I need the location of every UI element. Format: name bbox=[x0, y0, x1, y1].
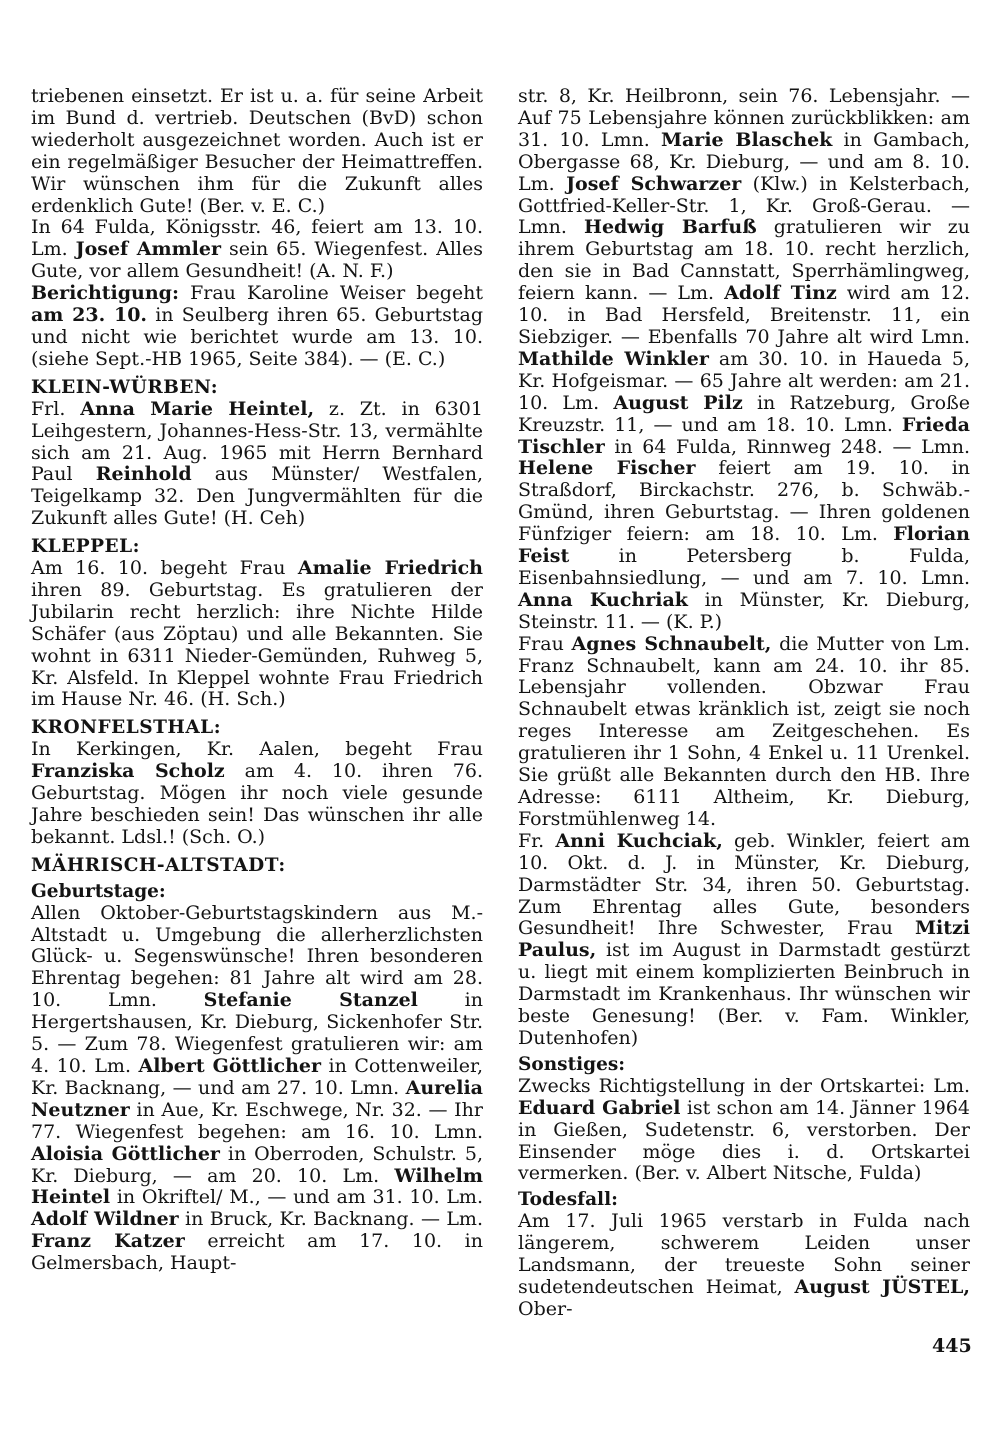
bold-name: Aloisia Göttlicher bbox=[31, 1142, 220, 1165]
section-subheading: Sonstiges: bbox=[518, 1053, 626, 1075]
text-run: ihren 89. Geburtstag. Es gratulieren der Jubilarin recht herzlich: ihre Nichte Hilde Schäfer (aus Zöptau) und alle Bekannten. Sie wohnt in 6311 Nieder-Gemünden, Ruhweg 5, Kr. Alsfeld. In Kleppel wohnte Frau Friedrich im Hause Nr. 46. (H. Sch.) bbox=[31, 578, 483, 711]
text-run: in Bruck, Kr. Backnang. — Lm. bbox=[178, 1208, 483, 1231]
text-run: die Mutter von Lm. Franz Schnaubelt, kann am 24. 10. ihr 85. Lebensjahr vollenden. Obzwar Frau Schnaubelt etwas kränklich ist, zeigt sie noch reges Interesse am Zeitgeschehen. Es gratulieren ihr 1 Sohn, 4 Enkel u. 11 Urenkel. Sie grüßt alle Bekannten durch den HB. Ihre Adresse: 6111 Altheim, Kr. Dieburg, Forstmühlenweg 14. bbox=[518, 632, 970, 830]
text-run: am 4. 10. ihren 76. Geburtstag. Mögen ihr noch viele gesunde Jahre beschieden sein! Das wünschen ihr alle bekannt. Ldsl.! (Sch. O.) bbox=[31, 760, 483, 848]
paragraph bbox=[518, 831, 970, 1050]
text-run: ist schon am 14. Jänner 1964 in Gießen, Sudetenstr. 6, verstorben. Der Einsender möge dies i. d. Ortskartei vermerken. (Ber. v. Albert Nitsche, Fulda) bbox=[518, 1096, 970, 1185]
bold-name: Berichtigung: bbox=[31, 282, 179, 305]
paragraph bbox=[31, 283, 483, 371]
bold-name: Hedwig Barfuß bbox=[584, 216, 757, 239]
paragraph bbox=[31, 903, 483, 1275]
text-run: Allen Oktober-Geburtstagskindern aus M.-Altstadt u. Umgebung die allerherzlichsten Glück- u. Segenswünsche! Ihren besonderen Ehrentag begehen: 81 Jahre alt wird am 28. 10. Lmn. bbox=[31, 901, 483, 1012]
paragraph bbox=[31, 558, 483, 711]
bold-name: Eduard Gabriel bbox=[518, 1096, 681, 1119]
text-run: in Hergertshausen, Kr. Dieburg, Sickenhofer Str. 5. — Zum 78. Wiegenfest gratulieren wir: am 4. 10. Lm. bbox=[31, 989, 483, 1077]
bold-name: Anni Kuchciak, bbox=[555, 829, 723, 852]
text-run: In 64 Fulda, Königsstr. 46, feiert am 13. 10. Lm. bbox=[31, 216, 483, 261]
text-run: in Okriftel/ M., — und am 31. 10. Lm. bbox=[110, 1186, 483, 1209]
bold-name: August JÜSTEL, bbox=[794, 1275, 970, 1298]
section-heading: KLEIN-WÜRBEN: bbox=[31, 376, 219, 398]
text-run: Frl. bbox=[31, 397, 81, 420]
text-run: Ober- bbox=[518, 1297, 573, 1320]
text-run: wird am 12. 10. in Bad Hersfeld, Breitenstr. 11, ein Siebziger. — Ebenfalls 70 Jahre alt wird Lmn. bbox=[518, 282, 971, 348]
text-run: in Oberroden, Schulstr. 5, Kr. Dieburg, — am 20. 10. Lm. bbox=[31, 1142, 484, 1187]
text-run: feiert am 19. 10. in Straßdorf, Birckachstr. 276, b. Schwäb.-Gmünd, ihren Geburtstag. — Ihren goldenen Fünfziger feiern: am 18. 10. Lm. bbox=[518, 457, 971, 546]
bold-name: Marie Blaschek bbox=[660, 128, 833, 151]
bold-name: Stefanie Stanzel bbox=[203, 989, 418, 1012]
bold-name: Anna Kuchriak bbox=[518, 588, 688, 611]
paragraph bbox=[31, 399, 483, 530]
text-run: in Münster, Kr. Dieburg, Steinstr. 11. — (K. P.) bbox=[518, 588, 970, 633]
section-subheading: Todesfall: bbox=[518, 1189, 618, 1211]
text-run: str. 8, Kr. Heilbronn, sein 76. Lebensjahr. — Auf 75 Lebensjahre können zurückblikken: am 31. 10. Lmn. bbox=[518, 85, 970, 151]
text-run: z. Zt. in 6301 Leihgestern, Johannes-Hess-Str. 13, vermählte sich am 21. Aug. 1965 mit Herrn Bernhard Paul bbox=[31, 397, 483, 486]
text-run: In Kerkingen, Kr. Aalen, begeht Frau bbox=[31, 738, 483, 761]
left-column bbox=[31, 86, 483, 1275]
bold-name: Franz Katzer bbox=[31, 1230, 185, 1253]
text-run: in Ratzeburg, Große Kreuzstr. 11, — und am 18. 10. Lmn. bbox=[518, 391, 970, 436]
bold-name: Anna Marie Heintel, bbox=[80, 397, 315, 420]
section-subheading: Geburtstage: bbox=[31, 880, 166, 902]
bold-name: Adolf Tinz bbox=[724, 282, 837, 305]
bold-name: Adolf Wildner bbox=[31, 1208, 179, 1231]
bold-name: Josef Ammler bbox=[75, 238, 222, 261]
text-run: in 64 Fulda, Rinnweg 248. — Lmn. bbox=[604, 435, 970, 458]
paragraph bbox=[518, 1076, 970, 1186]
bold-name: Josef Schwarzer bbox=[566, 172, 742, 195]
bold-name: Albert Göttlicher bbox=[138, 1054, 322, 1077]
text-run: Zwecks Richtigstellung in der Ortskartei: Lm. bbox=[518, 1074, 970, 1097]
text-run: (Klw.) in Kelsterbach, Gottfried-Keller-Str. 1, Kr. Groß-Gerau. — Lmn. bbox=[518, 172, 971, 239]
text-run: in Seulberg ihren 65. Geburtstag und nicht wie berichtet wurde am 13. 10. (siehe Sept.-HB 1965, Seite 384). — (E. C.) bbox=[31, 304, 483, 370]
text-run: Frau Karoline Weiser begeht bbox=[178, 282, 483, 305]
bold-name: Helene Fischer bbox=[518, 457, 696, 480]
paragraph bbox=[518, 1211, 970, 1321]
paragraph bbox=[31, 217, 483, 283]
section-heading: KLEPPEL: bbox=[31, 536, 140, 558]
text-run: aus Münster/ Westfalen, Teigelkamp 32. Den Jungvermählten für die Zukunft alles Gute! (H. Ceh) bbox=[31, 463, 483, 530]
text-run: in Cottenweiler, Kr. Backnang, — und am 27. 10. Lmn. bbox=[31, 1054, 484, 1099]
paragraph bbox=[31, 739, 483, 849]
text-run: erreicht am 17. 10. in Gelmersbach, Haupt- bbox=[31, 1230, 483, 1275]
text-run: sein 65. Wiegenfest. Alles Gute, vor allem Gesundheit! (A. N. F.) bbox=[31, 238, 483, 283]
paragraph bbox=[518, 634, 970, 831]
right-column bbox=[518, 86, 970, 1321]
text-run: Am 17. Juli 1965 verstarb in Fulda nach längerem, schwerem Leiden unser Landsmann, der treueste Sohn seiner sudetendeutschen Heimat, bbox=[518, 1210, 970, 1298]
text-run: gratulieren wir zu ihrem Geburtstag am 18. 10. recht herzlich, den sie in Bad Cannstatt, Sperrhämlingweg, feiern kann. — Lm. bbox=[518, 216, 970, 305]
page-number: 445 bbox=[932, 1335, 972, 1357]
bold-name: Reinhold bbox=[95, 463, 192, 486]
text-run: Fr. bbox=[518, 829, 556, 852]
text-run: triebenen einsetzt. Er ist u. a. für seine Arbeit im Bund d. vertrieb. Deutschen (BvD) schon wiederholt ausgezeichnet worden. Auch ist er ein regelmäßiger Besucher der Heimattreffen. Wir wünschen ihm für die Zukunft alles erdenklich Gute! (Ber. v. E. C.) bbox=[31, 85, 483, 217]
bold-name: Wilhelm Heintel bbox=[31, 1164, 483, 1209]
text-run: in Aue, Kr. Eschwege, Nr. 32. — Ihr 77. Wiegenfest begehen: am 16. 10. Lmn. bbox=[31, 1098, 483, 1143]
text-run: Am 16. 10. begeht Frau bbox=[31, 557, 298, 580]
bold-name: am 23. 10. bbox=[31, 304, 148, 327]
bold-name: Aurelia Neutzner bbox=[31, 1076, 483, 1121]
bold-name: Franziska Scholz bbox=[31, 760, 225, 783]
text-run: ist im August in Darmstadt gestürzt u. liegt mit einem komplizierten Beinbruch in Darmstadt im Krankenhaus. Ihr wünschen wir beste Genesung! (Ber. v. Fam. Winkler, Dutenhofen) bbox=[518, 939, 970, 1049]
bold-name: Agnes Schnaubelt, bbox=[571, 632, 772, 655]
bold-name: Mathilde Winkler bbox=[518, 347, 709, 370]
bold-name: Florian Feist bbox=[518, 523, 970, 568]
bold-name: Amalie Friedrich bbox=[297, 557, 483, 580]
text-run: in Petersberg b. Fulda, Eisenbahnsiedlung, — und am 7. 10. Lmn. bbox=[518, 545, 970, 589]
text-run: geb. Winkler, feiert am 10. Okt. d. J. in Münster, Kr. Dieburg, Darmstädter Str. 34, ihren 50. Geburtstag. Zum Ehrentag alles Gute, besonders Gesundheit! Ihre Schwester, Frau bbox=[518, 829, 970, 940]
bold-name: Mitzi Paulus, bbox=[518, 917, 970, 962]
bold-name: Frieda Tischler bbox=[518, 413, 970, 458]
text-run: Frau bbox=[518, 632, 572, 655]
paragraph bbox=[31, 86, 483, 217]
bold-name: August Pilz bbox=[613, 391, 743, 414]
text-run: in Gambach, Obergasse 68, Kr. Dieburg, — und am 8. 10. Lm. bbox=[518, 128, 970, 195]
paragraph bbox=[518, 86, 970, 634]
text-run: am 30. 10. in Haueda 5, Kr. Hofgeismar. — 65 Jahre alt werden: am 21. 10. Lm. bbox=[518, 347, 971, 414]
section-heading: KRONFELSTHAL: bbox=[31, 717, 222, 739]
section-heading: MÄHRISCH-ALTSTADT: bbox=[31, 854, 286, 876]
